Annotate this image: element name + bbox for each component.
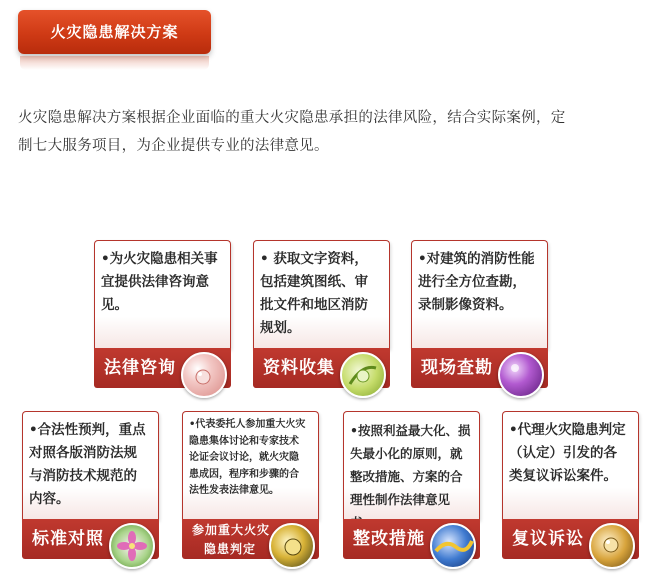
description-line: •代表委托人参加重大火灾: [189, 419, 306, 430]
service-card-legal-consult[interactable]: [94, 240, 231, 388]
service-description: [29, 419, 153, 511]
gold-drop-icon: [589, 523, 635, 569]
description-line: 失最小化的原则，就: [350, 446, 463, 461]
description-line: 包括建筑图纸、审: [260, 274, 368, 290]
service-card-rectification[interactable]: [343, 411, 480, 559]
description-line: • 获取文字资料，: [260, 251, 368, 267]
intro-paragraph: [18, 104, 638, 160]
description-line: 隐患集体讨论和专家技术: [189, 435, 299, 447]
page-title-banner: [18, 10, 211, 54]
banner-reflection: [20, 56, 209, 70]
sun-drop-icon: [269, 523, 315, 569]
label-line: 隐患判定: [204, 542, 257, 556]
description-line: 宜提供法律咨询意: [101, 274, 209, 290]
blue-wave-icon: [430, 523, 476, 569]
service-description: [101, 248, 225, 317]
service-description: [189, 417, 313, 500]
description-line: 录制影像资料。: [418, 297, 513, 313]
service-label: 复议诉讼: [512, 529, 584, 549]
water-drop-leaf-icon: [340, 352, 386, 398]
purple-sphere-icon: [498, 352, 544, 398]
service-card-litigation[interactable]: [502, 411, 639, 559]
description-line: 进行全方位查勘，: [418, 274, 526, 290]
service-description: [418, 248, 542, 317]
service-description: [260, 248, 384, 340]
description-line: •按照利益最大化、损: [350, 423, 471, 438]
description-line: •为火灾隐患相关事: [101, 251, 218, 267]
service-description: [350, 419, 474, 534]
description-line: 理性制作法律意见: [350, 492, 451, 507]
description-line: 法性发表法律意见。: [189, 485, 279, 496]
pink-flower-icon: [109, 523, 155, 569]
description-line: 内容。: [29, 491, 70, 507]
description-line: 见。: [101, 297, 128, 313]
description-line: 批文件和地区消防: [260, 297, 368, 313]
page-title: 火灾隐患解决方案: [50, 23, 179, 41]
service-label: 整改措施: [353, 529, 425, 549]
service-label: 现场查勘: [421, 358, 493, 378]
service-card-data-collection[interactable]: [253, 240, 390, 388]
pink-bubble-icon: [181, 352, 227, 398]
description-line: 与消防技术规范的: [29, 468, 137, 484]
service-label: 标准对照: [32, 529, 104, 549]
service-card-standard-compare[interactable]: [22, 411, 159, 559]
description-line: 规划。: [260, 320, 301, 336]
description-line: 类复议诉讼案件。: [509, 468, 617, 484]
description-line: 论证会议讨论，就火灾隐: [189, 452, 299, 463]
service-label: 资料收集: [263, 358, 335, 378]
description-line: 对照各版消防法规: [29, 445, 137, 461]
service-card-hazard-determination[interactable]: [182, 411, 319, 559]
description-line: •合法性预判，重点: [29, 422, 146, 438]
service-card-site-survey[interactable]: [411, 240, 548, 388]
service-description: [509, 419, 633, 488]
description-line: 患成因，程序和步骤的合: [189, 468, 299, 480]
service-label: [192, 521, 270, 561]
service-label: 法律咨询: [104, 358, 176, 378]
description-line: 整改措施、方案的合: [350, 469, 463, 484]
intro-line-2: 制七大服务项目，为企业提供专业的法律意见。: [18, 138, 329, 154]
description-line: （认定）引发的各: [509, 445, 617, 461]
description-line: •代理火灾隐患判定: [509, 422, 626, 438]
description-line: •对建筑的消防性能: [418, 251, 535, 267]
label-line: 参加重大火灾: [192, 523, 271, 537]
intro-line-1: 火灾隐患解决方案根据企业面临的重大火灾隐患承担的法律风险，结合实际案例，定: [18, 110, 566, 126]
